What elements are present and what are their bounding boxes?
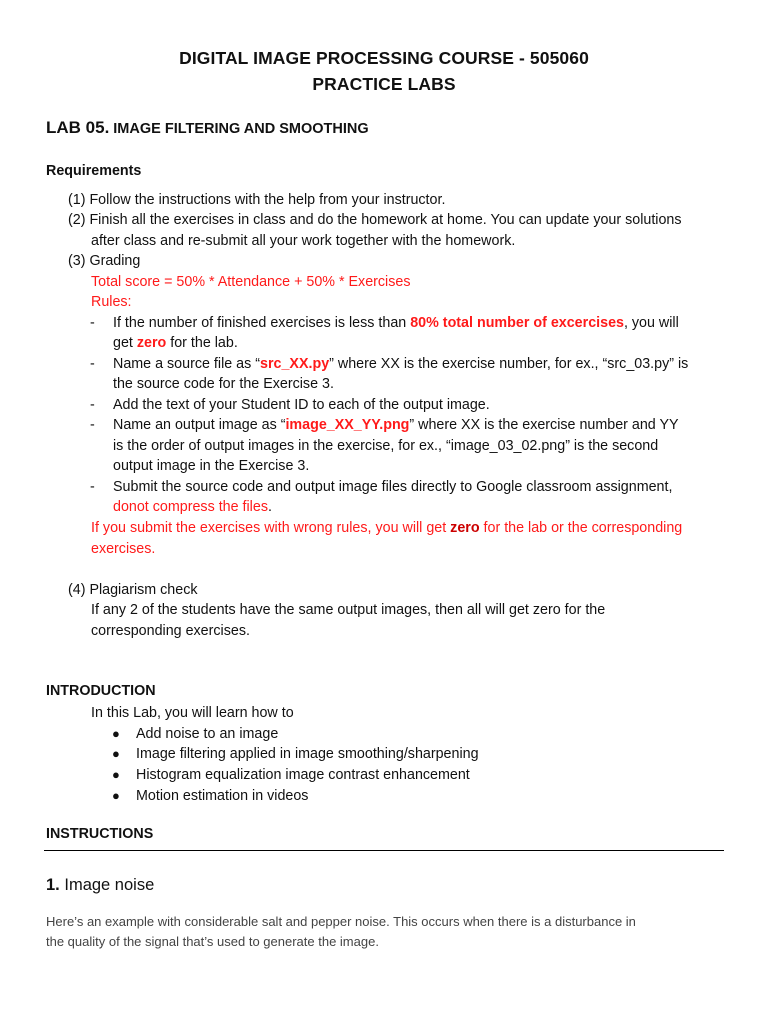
requirements-heading: Requirements	[46, 163, 142, 179]
rule-2-line2: the source code for the Exercise 3.	[113, 376, 334, 392]
section-1-number: 1.	[46, 876, 60, 894]
warning-line1	[91, 518, 682, 538]
requirement-2-line2: after class and re-submit all your work together with the homework.	[91, 233, 516, 249]
warning-text-end: for the lab or the corresponding	[479, 520, 683, 536]
course-title: DIGITAL IMAGE PROCESSING COURSE - 505060	[179, 48, 589, 68]
instructions-heading: INSTRUCTIONS	[46, 826, 154, 842]
rule-2-text-end: ” where XX is the exercise number, for ex., “src_03.py” is	[329, 356, 689, 372]
section-divider	[44, 850, 724, 851]
requirement-4: (4) Plagiarism check	[68, 582, 198, 598]
rule-5-line1: Submit the source code and output image files directly to Google classroom assignment,	[113, 479, 673, 495]
requirement-1: (1) Follow the instructions with the help from your instructor.	[68, 192, 446, 208]
intro-item-1: Add noise to an image	[136, 726, 279, 742]
rules-label: Rules:	[91, 294, 132, 310]
rule-4-text: Name an output image as “	[113, 417, 286, 433]
introduction-heading: INTRODUCTION	[46, 683, 156, 699]
rule-4-text-end: ” where XX is the exercise number and YY	[409, 417, 679, 433]
requirement-2-line1: (2) Finish all the exercises in class and do the homework at home. You can update your solutions	[68, 212, 682, 228]
section-1-title: Image noise	[64, 876, 155, 894]
rule-1-line1	[113, 313, 679, 333]
rule-2-line1	[113, 354, 688, 374]
bullet-icon: ●	[112, 767, 120, 782]
rule-4-line2: is the order of output images in the exercise, for ex., “image_03_02.png” is the second	[113, 438, 659, 454]
rule-2-filename: src_XX.py	[260, 356, 330, 372]
rule-1-zero: zero	[136, 335, 167, 351]
rule-5-dash: -	[90, 479, 95, 495]
bullet-icon: ●	[112, 788, 120, 803]
lab-name: IMAGE FILTERING AND SMOOTHING	[113, 121, 369, 137]
rule-4-filename: image_XX_YY.png	[285, 417, 410, 433]
total-score-formula: Total score = 50% * Attendance + 50% * Exercises	[91, 274, 411, 290]
rule-1-text-lab: for the lab.	[166, 335, 238, 351]
requirement-3: (3) Grading	[68, 253, 141, 269]
rule-1-text-end: , you will	[623, 315, 679, 331]
bullet-icon: ●	[112, 746, 120, 761]
introduction-lead: In this Lab, you will learn how to	[91, 705, 294, 721]
warning-zero: zero	[450, 520, 480, 536]
intro-item-3: Histogram equalization image contrast enhancement	[136, 767, 470, 783]
rule-2-dash: -	[90, 356, 95, 372]
lab-number: LAB 05.	[46, 118, 110, 137]
warning-line2: exercises.	[91, 541, 156, 557]
rule-1-text-get: get	[113, 335, 137, 351]
rule-1-threshold: 80% total number of excercises	[410, 315, 624, 331]
rule-5-no-compress: donot compress the files	[113, 499, 268, 515]
rule-1-dash: -	[90, 315, 95, 331]
plagiarism-line2: corresponding exercises.	[91, 623, 250, 639]
rule-5-period: .	[267, 499, 272, 515]
plagiarism-line1: If any 2 of the students have the same output images, then all will get zero for the	[91, 602, 606, 618]
section-1-para-line1: Here’s an example with considerable salt and pepper noise. This occurs when there is a disturbance in	[46, 914, 636, 929]
bullet-icon: ●	[112, 726, 120, 741]
rule-4-dash: -	[90, 417, 95, 433]
intro-item-2: Image filtering applied in image smoothing/sharpening	[136, 746, 479, 762]
rule-4-line1	[113, 415, 679, 435]
section-1-para-line2: the quality of the signal that’s used to generate the image.	[46, 934, 379, 949]
course-subtitle: PRACTICE LABS	[312, 74, 456, 94]
intro-item-4: Motion estimation in videos	[136, 788, 309, 804]
rule-2-text: Name a source file as “	[113, 356, 260, 372]
section-1-heading	[46, 876, 154, 895]
rule-3: Add the text of your Student ID to each of the output image.	[113, 397, 490, 413]
rule-4-line3: output image in the Exercise 3.	[113, 458, 310, 474]
lab-heading	[46, 118, 369, 138]
rule-3-dash: -	[90, 397, 95, 413]
rule-1-text: If the number of finished exercises is less than	[113, 315, 411, 331]
rule-1-line2	[113, 333, 238, 353]
rule-5-line2	[113, 497, 272, 517]
warning-text: If you submit the exercises with wrong rules, you will get	[91, 520, 451, 536]
